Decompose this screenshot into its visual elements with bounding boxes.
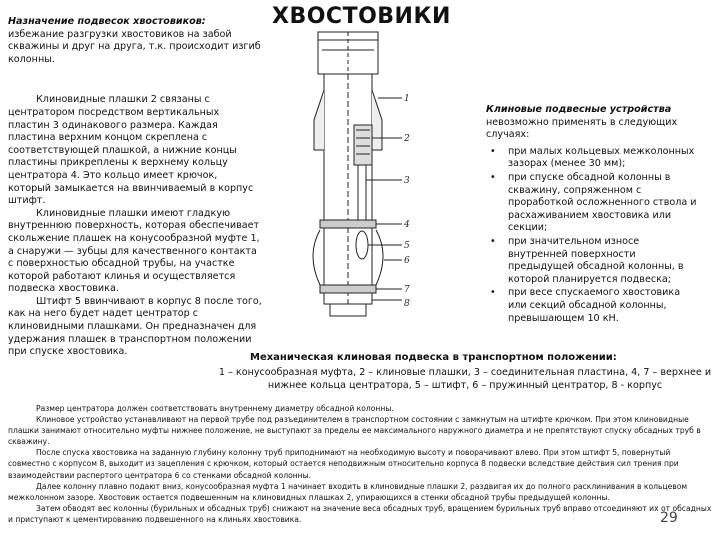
- figure-label-7: 7: [404, 285, 410, 295]
- limitations-heading: Клиновые подвесные устройства: [486, 104, 672, 115]
- paragraph-pin: Штифт 5 ввинчивают в корпус 8 после того, как на него будет надет центратор с клиновидными плашками. Он предназначен для удержания плашек в транспортном положении при спуске хвостовика.: [8, 295, 262, 358]
- figure-label-3: 3: [404, 176, 410, 186]
- figure-caption-title: Механическая клиновая подвеска в транспортном положении:: [250, 352, 617, 363]
- bottom-paragraph: Размер центратора должен соответствовать внутреннему диаметру обсадной колонны.: [36, 404, 394, 413]
- list-item: • при значительном износе внутренней поверхности предыдущей обсадной колонны, в которой планируется подвеска;: [490, 235, 684, 285]
- purpose-heading: Назначение подвесок хвостовиков:: [8, 16, 206, 27]
- bullet-marker: •: [490, 287, 496, 299]
- liner-hanger-drawing: [300, 30, 420, 320]
- bottom-paragraph: Далее колонну плавно подают вниз, конусообразная муфта 1 начинает входить в клиновидные плашки 2, раздвигая их до полного расклинивания в кольцевом межколонном зазоре. Хвостовик остается подвешенным на клиновидных плашках 2, упирающихся в стенки обсадной трубы предыдущей колонны.: [8, 481, 688, 502]
- list-item: • при спуске обсадной колонны в скважину, сопряженном с проработкой осложненного ствола и расхаживанием хвостовика или секции;: [490, 171, 697, 234]
- list-item: • при малых кольцевых межколонных зазорах (менее 30 мм);: [490, 145, 695, 170]
- bullet-marker: •: [490, 235, 496, 247]
- left-text-column: [8, 16, 263, 359]
- figure-label-2: 2: [404, 134, 410, 144]
- page-title: ХВОСТОВИКИ: [272, 4, 451, 29]
- figure-label-4: 4: [404, 220, 410, 230]
- limitations-list: [486, 146, 701, 325]
- bullet-marker: •: [490, 145, 496, 157]
- right-text-column: [486, 104, 701, 326]
- paragraph-surface: Клиновидные плашки имеют гладкую внутреннюю поверхность, которая обеспечивает скольжение плашек на конусообразной муфте 1, а снаружи — зубцы для качественного контакта с поверхностью обсадной трубы, на участке которой работают клинья и осуществляется подвеска хвостовика.: [8, 207, 260, 295]
- figure-label-5: 5: [404, 241, 410, 251]
- paragraph-plates: Клиновидные плашки 2 связаны с центратором посредством вертикальных пластин 3 одинакового размера. Каждая пластина верхним концом скреплена с соответствующей плашкой, а нижние концы пластины прикреплены к верхнему кольцу центратора 4. Это кольцо имеет крючок, который замыкается на ввинчиваемый в корпус штифт.: [8, 94, 254, 207]
- bottom-paragraph: После спуска хвостовика на заданную глубину колонну труб приподнимают на необходимую высоту и поворачивают влево. При этом штифт 5, повернутый совместно с корпусом 8, выходит из зацепления с крючком, который остается неподвижным относительно корпуса 8 подвески вследствие действия сил трения при взаимодействии распертого центратора 6 со стенками обсадной колонны.: [8, 448, 679, 480]
- purpose-text: избежание разгрузки хвостовиков на забой скважины и друг на друга, т.к. происходит изгиб колонны.: [8, 28, 261, 65]
- list-item: • при весе спускаемого хвостовика или секций обсадной колонны, превышающем 10 кН.: [490, 287, 681, 324]
- figure-label-8: 8: [404, 299, 410, 309]
- bottom-paragraph: Затем обводят вес колонны (бурильных и обсадных труб) снижают на значение веса обсадных труб, вращением бурильных труб вправо отсоединяют их от обсадных и приступают к цементированию подвешенного на клиньях хвостовика.: [8, 503, 712, 524]
- bottom-text-block: [8, 403, 712, 525]
- limitations-intro: невозможно применять в следующих случаях:: [486, 116, 678, 141]
- bottom-paragraph: Клиновое устройство устанавливают на первой трубе под разъединителем в транспортном состоянии с замкнутым на штифте крючком. При этом клиновидные плашки занимают относительно муфты нижнее положение, не выступают за пределы ее максимального наружного диаметра и не препятствуют спуску обсадных труб в скважину.: [8, 415, 701, 447]
- page-number: 29: [660, 510, 678, 526]
- figure-label-1: 1: [404, 94, 410, 104]
- bullet-marker: •: [490, 171, 496, 183]
- figure-caption-legend: 1 – конусообразная муфта, 2 – клиновые плашки, 3 – соединительная пластина, 4, 7 – верхнее и нижнее кольца центратора, 5 – штифт, 6 – пружинный центратор, 8 - корпус: [218, 367, 712, 391]
- figure-label-6: 6: [404, 256, 410, 266]
- housing-body: [324, 74, 372, 304]
